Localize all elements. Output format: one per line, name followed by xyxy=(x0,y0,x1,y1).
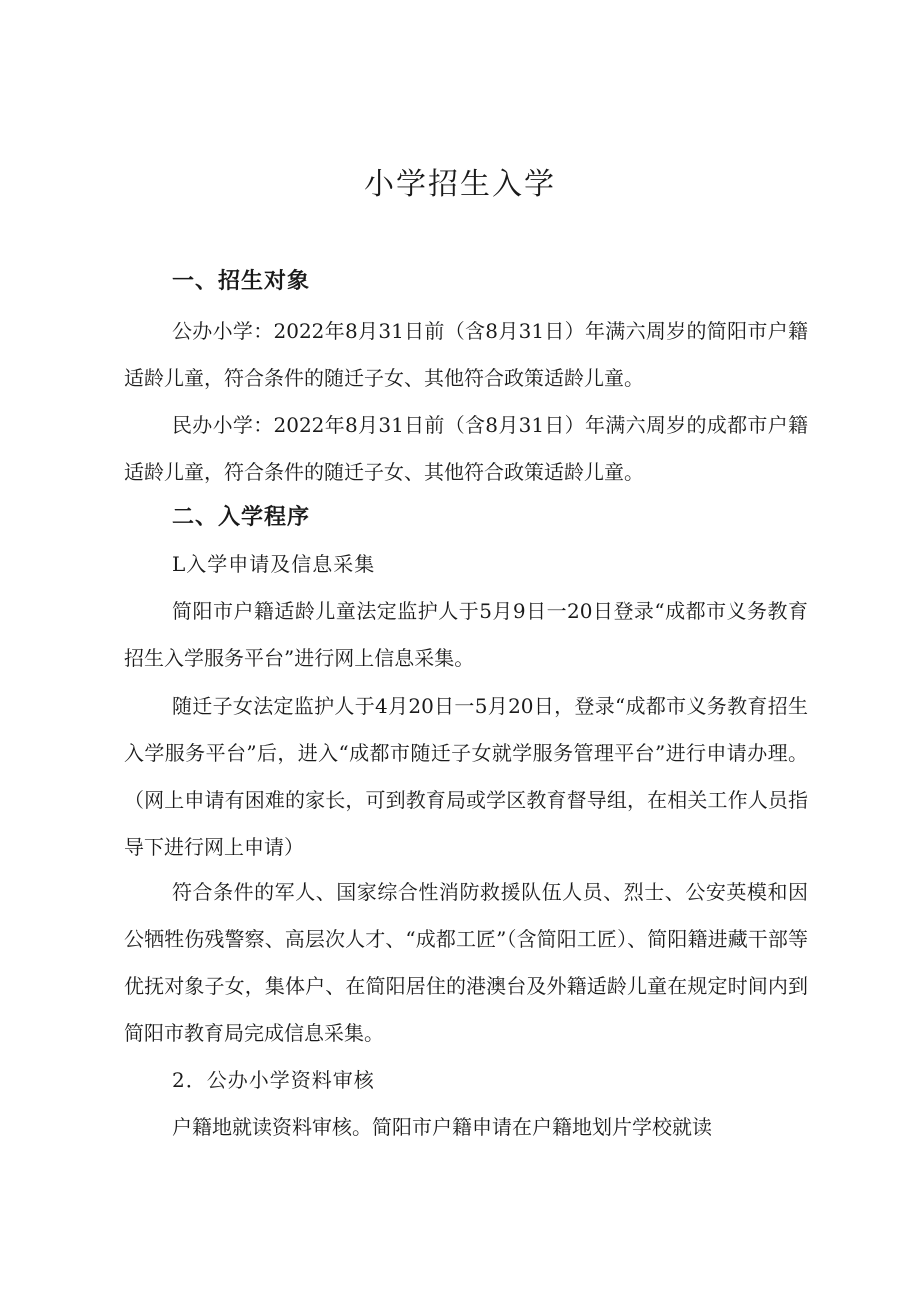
page-title: 小学招生入学 xyxy=(364,167,556,202)
list-item-public-school-review: 2．公办小学资料审核 xyxy=(172,1068,375,1092)
section-heading-enrollment-targets: 一、招生对象 xyxy=(172,269,311,294)
paragraph-household-review: 户籍地就读资料审核。简阳市户籍申请在户籍地划片学校就读 xyxy=(172,1115,712,1139)
paragraph-migrant-children: 随迁子女法定监护人于4月20日一5月20日，登录“成都市义务教育招生入学服务平台”后，进入“成都市随迁子女就学服务管理平台”进行申请办理。（网上申请有困难的家长，可到教育局或学区教育督导组，在相关工作人员指导下进行网上申请） xyxy=(124,694,808,859)
paragraph-private-primary: 民办小学：2022年8月31日前（含8月31日）年满六周岁的成都市户籍适龄儿童，符合条件的随迁子女、其他符合政策适龄儿童。 xyxy=(124,413,808,484)
list-item-application-info-collection: L入学申请及信息采集 xyxy=(172,552,376,576)
paragraph-public-primary: 公办小学：2022年8月31日前（含8月31日）年满六周岁的简阳市户籍适龄儿童，符合条件的随迁子女、其他符合政策适龄儿童。 xyxy=(124,319,808,390)
section-heading-enrollment-procedure: 二、入学程序 xyxy=(172,505,311,530)
paragraph-special-groups: 符合条件的军人、国家综合性消防救援队伍人员、烈士、公安英模和因公牺牲伤残警察、高层次人才、“成都工匠”（含简阳工匠）、简阳籍进藏干部等优抚对象子女，集体户、在简阳居住的港澳台及外籍适龄儿童在规定时间内到简阳市教育局完成信息采集。 xyxy=(124,880,808,1045)
paragraph-jianyang-household: 简阳市户籍适龄儿童法定监护人于5月9日一20日登录“成都市义务教育招生入学服务平台”进行网上信息采集。 xyxy=(124,599,808,670)
